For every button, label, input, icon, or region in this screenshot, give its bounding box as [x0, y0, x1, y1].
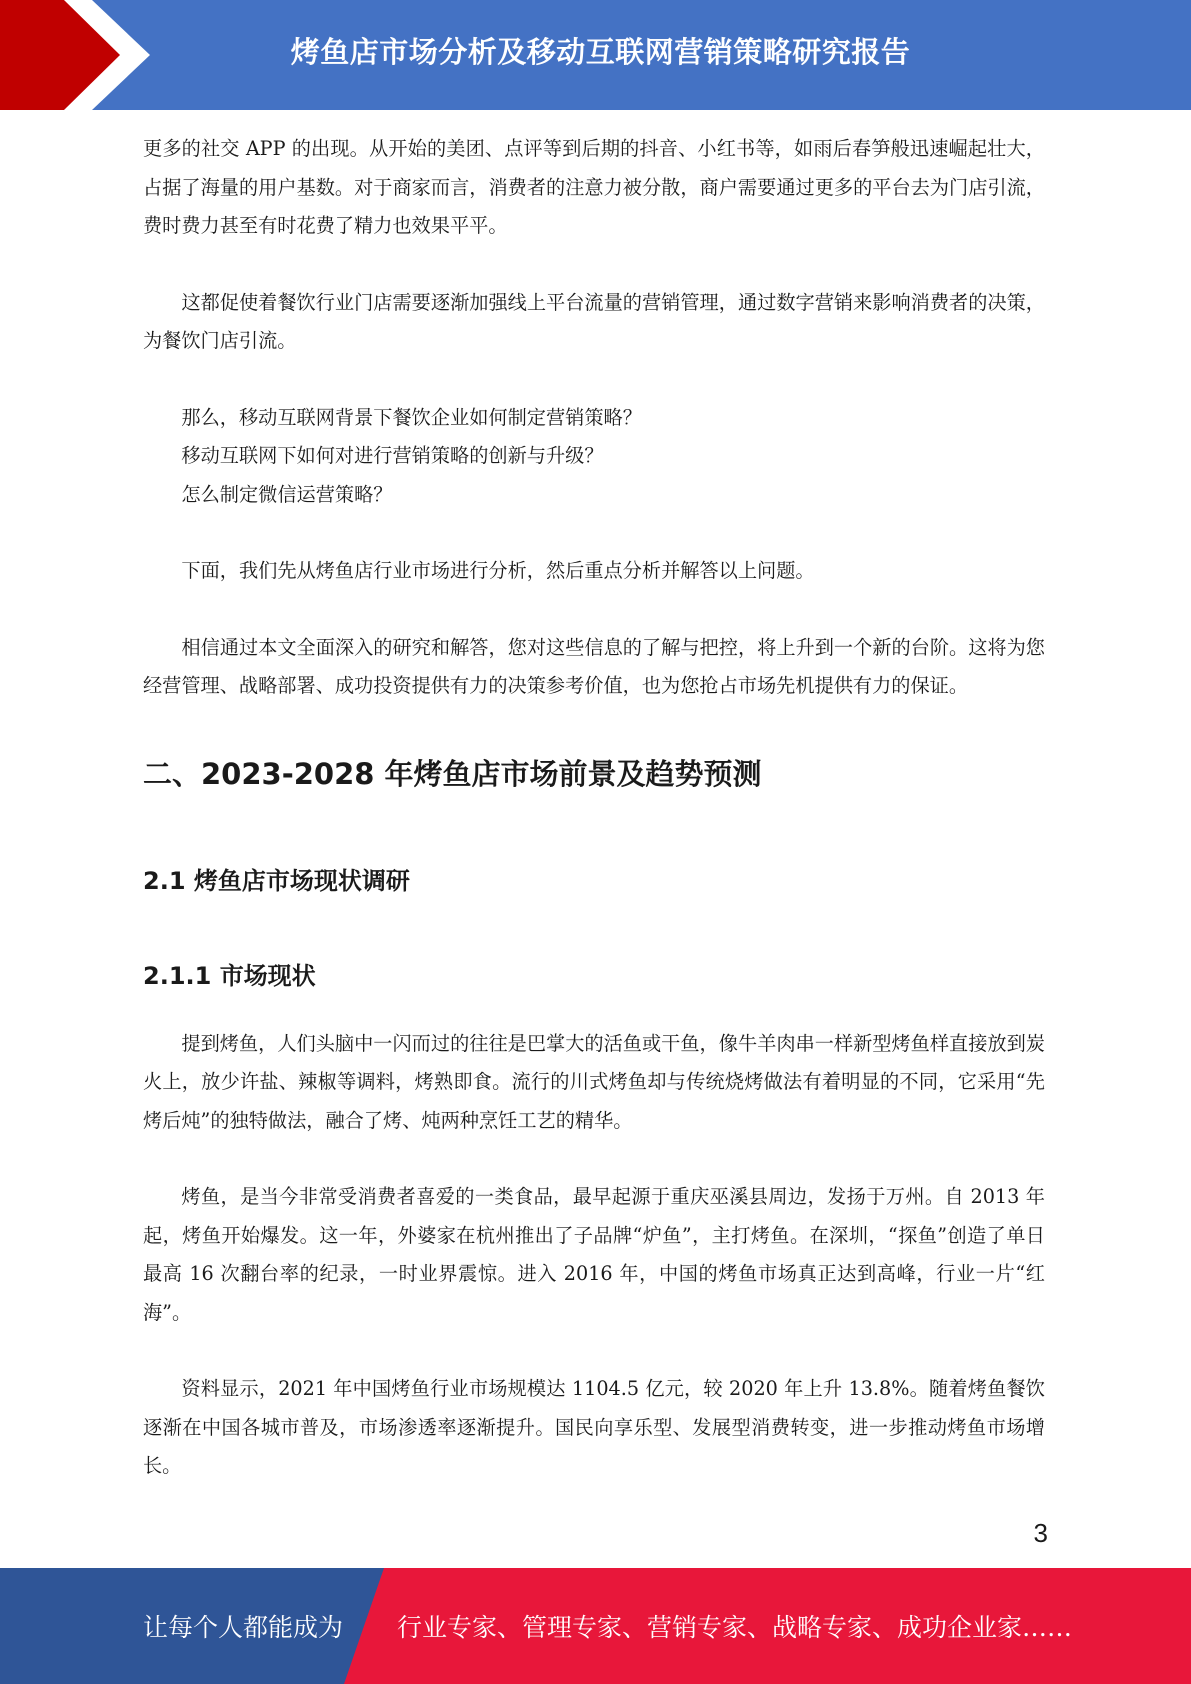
- footer-slogan-left: 让每个人都能成为: [143, 1613, 344, 1642]
- paragraph-7: 资料显示，2021 年中国烤鱼行业市场规模达 1104.5 亿元，较 2020 年上升 13.8%。随着烤鱼餐饮逐渐在中国各城市普及，市场渗透率逐渐提升。国民向享乐型、发展型消费转变，进一步推动烤鱼市场增长。: [143, 1377, 1045, 1477]
- page-footer: [0, 1568, 1191, 1684]
- header-arrow-decoration: [0, 0, 160, 110]
- paragraph-6: 烤鱼，是当今非常受消费者喜爱的一类食品，最早起源于重庆巫溪县周边，发扬于万州。自 2013 年起，烤鱼开始爆发。这一年，外婆家在杭州推出了子品牌“炉鱼”，主打烤鱼。在深圳，“探鱼”创造了单日最高 16 次翻台率的纪录，一时业界震惊。进入 2016 年，中国的烤鱼市场真正达到高峰，行业一片“红海”。: [143, 1185, 1045, 1324]
- subsubsection-heading: 2.1.1 市场现状: [143, 961, 316, 990]
- paragraph-3: 下面，我们先从烤鱼店行业市场进行分析，然后重点分析并解答以上问题。: [181, 559, 815, 582]
- section-heading: 二、2023-2028 年烤鱼店市场前景及趋势预测: [143, 756, 762, 791]
- header-title: 烤鱼店市场分析及移动互联网营销策略研究报告: [290, 34, 911, 69]
- subsection-heading: 2.1 烤鱼店市场现状调研: [143, 866, 410, 895]
- page-number: 3: [1033, 1518, 1048, 1548]
- paragraph-5: 提到烤鱼，人们头脑中一闪而过的往往是巴掌大的活鱼或干鱼，像牛羊肉串一样新型烤鱼样直接放到炭火上，放少许盐、辣椒等调料，烤熟即食。流行的川式烤鱼却与传统烧烤做法有着明显的不同，它采用“先烤后炖”的独特做法，融合了烤、炖两种烹饪工艺的精华。: [143, 1031, 1045, 1132]
- question-3: 怎么制定微信运营策略？: [181, 482, 393, 506]
- page-header: [0, 0, 1191, 110]
- paragraph-2: 这都促使着餐饮行业门店需要逐渐加强线上平台流量的营销管理，通过数字营销来影响消费者的决策，为餐饮门店引流。: [143, 290, 1045, 352]
- footer-slogan-right: 行业专家、管理专家、营销专家、战略专家、成功企业家……: [397, 1613, 1073, 1642]
- question-1: 那么，移动互联网背景下餐饮企业如何制定营销策略？: [181, 405, 642, 429]
- document-body: [143, 130, 1045, 1486]
- paragraph-1: 更多的社交 APP 的出现。从开始的美团、点评等到后期的抖音、小红书等，如雨后春笋般迅速崛起壮大，占据了海量的用户基数。对于商家而言，消费者的注意力被分散，商户需要通过更多的平台去为门店引流，费时费力甚至有时花费了精力也效果平平。: [143, 137, 1045, 237]
- question-2: 移动互联网下如何对进行营销策略的创新与升级？: [181, 444, 604, 467]
- paragraph-4: 相信通过本文全面深入的研究和解答，您对这些信息的了解与把控，将上升到一个新的台阶。这将为您经营管理、战略部署、成功投资提供有力的决策参考价值，也为您抢占市场先机提供有力的保证。: [143, 635, 1045, 697]
